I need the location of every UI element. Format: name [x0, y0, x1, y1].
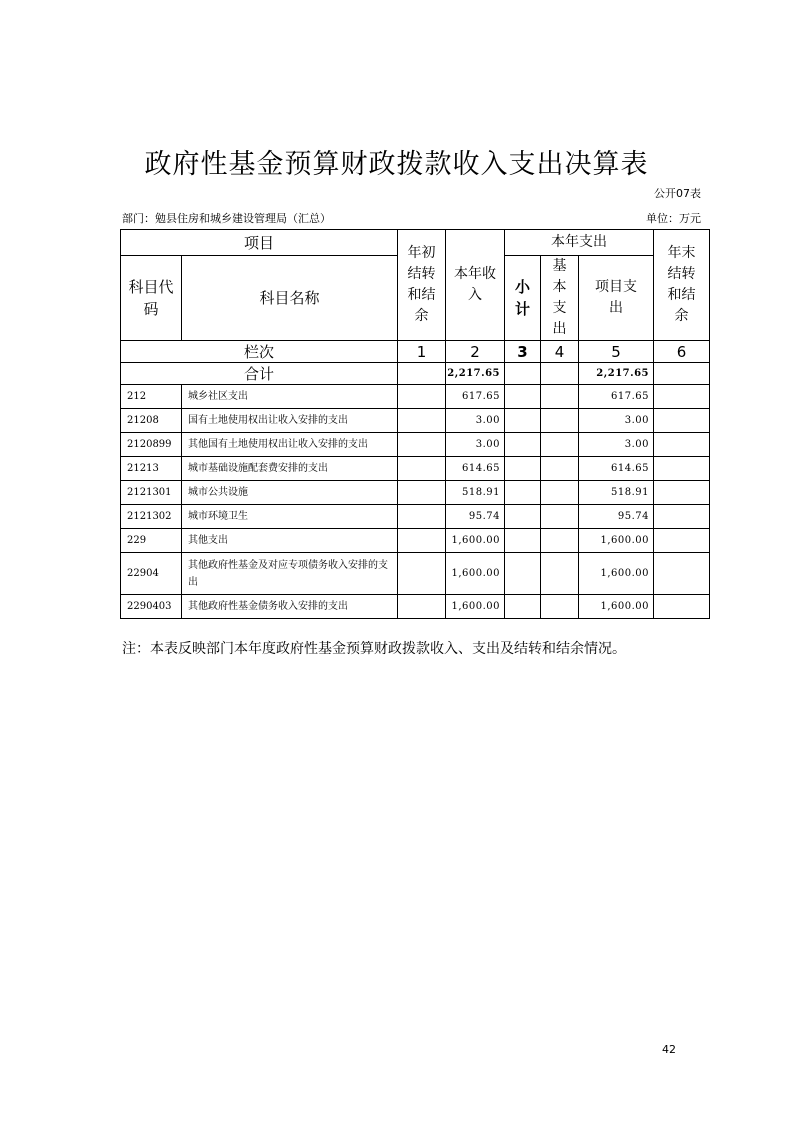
table-row	[121, 595, 710, 619]
table-row	[121, 505, 710, 529]
table-row	[121, 553, 710, 595]
table-row	[121, 433, 710, 457]
budget-table	[120, 229, 710, 619]
row-code: 21213	[121, 457, 182, 481]
total-label: 合计	[121, 363, 398, 385]
row-project-expense: 518.91	[579, 481, 654, 505]
row-name: 城市公共设施	[182, 481, 398, 505]
row-name: 其他支出	[182, 529, 398, 553]
row-name: 城市基础设施配套费安排的支出	[182, 457, 398, 481]
row-income: 1,600.00	[446, 553, 505, 595]
header-opening-balance: 年初结转和结余	[398, 230, 446, 341]
row-income: 614.65	[446, 457, 505, 481]
table-row	[121, 385, 710, 409]
row-income: 1,600.00	[446, 595, 505, 619]
total-closing-balance	[654, 363, 710, 385]
row-income: 1,600.00	[446, 529, 505, 553]
row-income: 518.91	[446, 481, 505, 505]
row-project-expense: 1,600.00	[579, 529, 654, 553]
row-code: 2121302	[121, 505, 182, 529]
row-code: 22904	[121, 553, 182, 595]
row-project-expense: 1,600.00	[579, 595, 654, 619]
table-row	[121, 409, 710, 433]
column-number: 3	[505, 341, 541, 363]
form-number: 公开07表	[654, 187, 701, 200]
total-subtotal	[505, 363, 541, 385]
unit-label: 单位：万元	[646, 212, 701, 225]
column-number: 2	[446, 341, 505, 363]
column-number: 4	[541, 341, 579, 363]
row-income: 95.74	[446, 505, 505, 529]
column-number-label: 栏次	[121, 341, 398, 363]
column-number: 6	[654, 341, 710, 363]
row-code: 2290403	[121, 595, 182, 619]
header-basic: 基本支出	[541, 256, 579, 341]
header-subject-code: 科目代码	[121, 256, 182, 341]
row-project-expense: 95.74	[579, 505, 654, 529]
row-income: 617.65	[446, 385, 505, 409]
header-income: 本年收入	[446, 230, 505, 341]
header-closing-balance: 年末结转和结余	[654, 230, 710, 341]
table-row	[121, 529, 710, 553]
row-code: 21208	[121, 409, 182, 433]
row-name: 其他政府性基金及对应专项债务收入安排的支出	[182, 553, 398, 595]
row-income: 3.00	[446, 409, 505, 433]
row-project-expense: 614.65	[579, 457, 654, 481]
total-opening-balance	[398, 363, 446, 385]
total-project-expense: 2,217.65	[579, 363, 654, 385]
header-expense: 本年支出	[505, 230, 654, 256]
row-name: 其他政府性基金债务收入安排的支出	[182, 595, 398, 619]
page-number: 42	[662, 1043, 676, 1056]
row-code: 2121301	[121, 481, 182, 505]
header-project-expense: 项目支出	[579, 256, 654, 341]
department-label: 部门：勉县住房和城乡建设管理局（汇总）	[122, 212, 331, 225]
total-income: 2,217.65	[446, 363, 505, 385]
row-name: 国有土地使用权出让收入安排的支出	[182, 409, 398, 433]
row-code: 2120899	[121, 433, 182, 457]
row-project-expense: 617.65	[579, 385, 654, 409]
column-number: 1	[398, 341, 446, 363]
header-subtotal: 小计	[505, 256, 541, 341]
header-subject-name: 科目名称	[182, 256, 398, 341]
row-income: 3.00	[446, 433, 505, 457]
row-project-expense: 1,600.00	[579, 553, 654, 595]
column-number: 5	[579, 341, 654, 363]
row-project-expense: 3.00	[579, 409, 654, 433]
page-title: 政府性基金预算财政拨款收入支出决算表	[144, 149, 649, 180]
row-name: 城乡社区支出	[182, 385, 398, 409]
table-note: 注：本表反映部门本年度政府性基金预算财政拨款收入、支出及结转和结余情况。	[122, 641, 626, 657]
total-basic	[541, 363, 579, 385]
table-row	[121, 481, 710, 505]
header-project: 项目	[121, 230, 398, 256]
row-code: 212	[121, 385, 182, 409]
row-project-expense: 3.00	[579, 433, 654, 457]
row-name: 其他国有土地使用权出让收入安排的支出	[182, 433, 398, 457]
table-row	[121, 457, 710, 481]
row-name: 城市环境卫生	[182, 505, 398, 529]
row-code: 229	[121, 529, 182, 553]
